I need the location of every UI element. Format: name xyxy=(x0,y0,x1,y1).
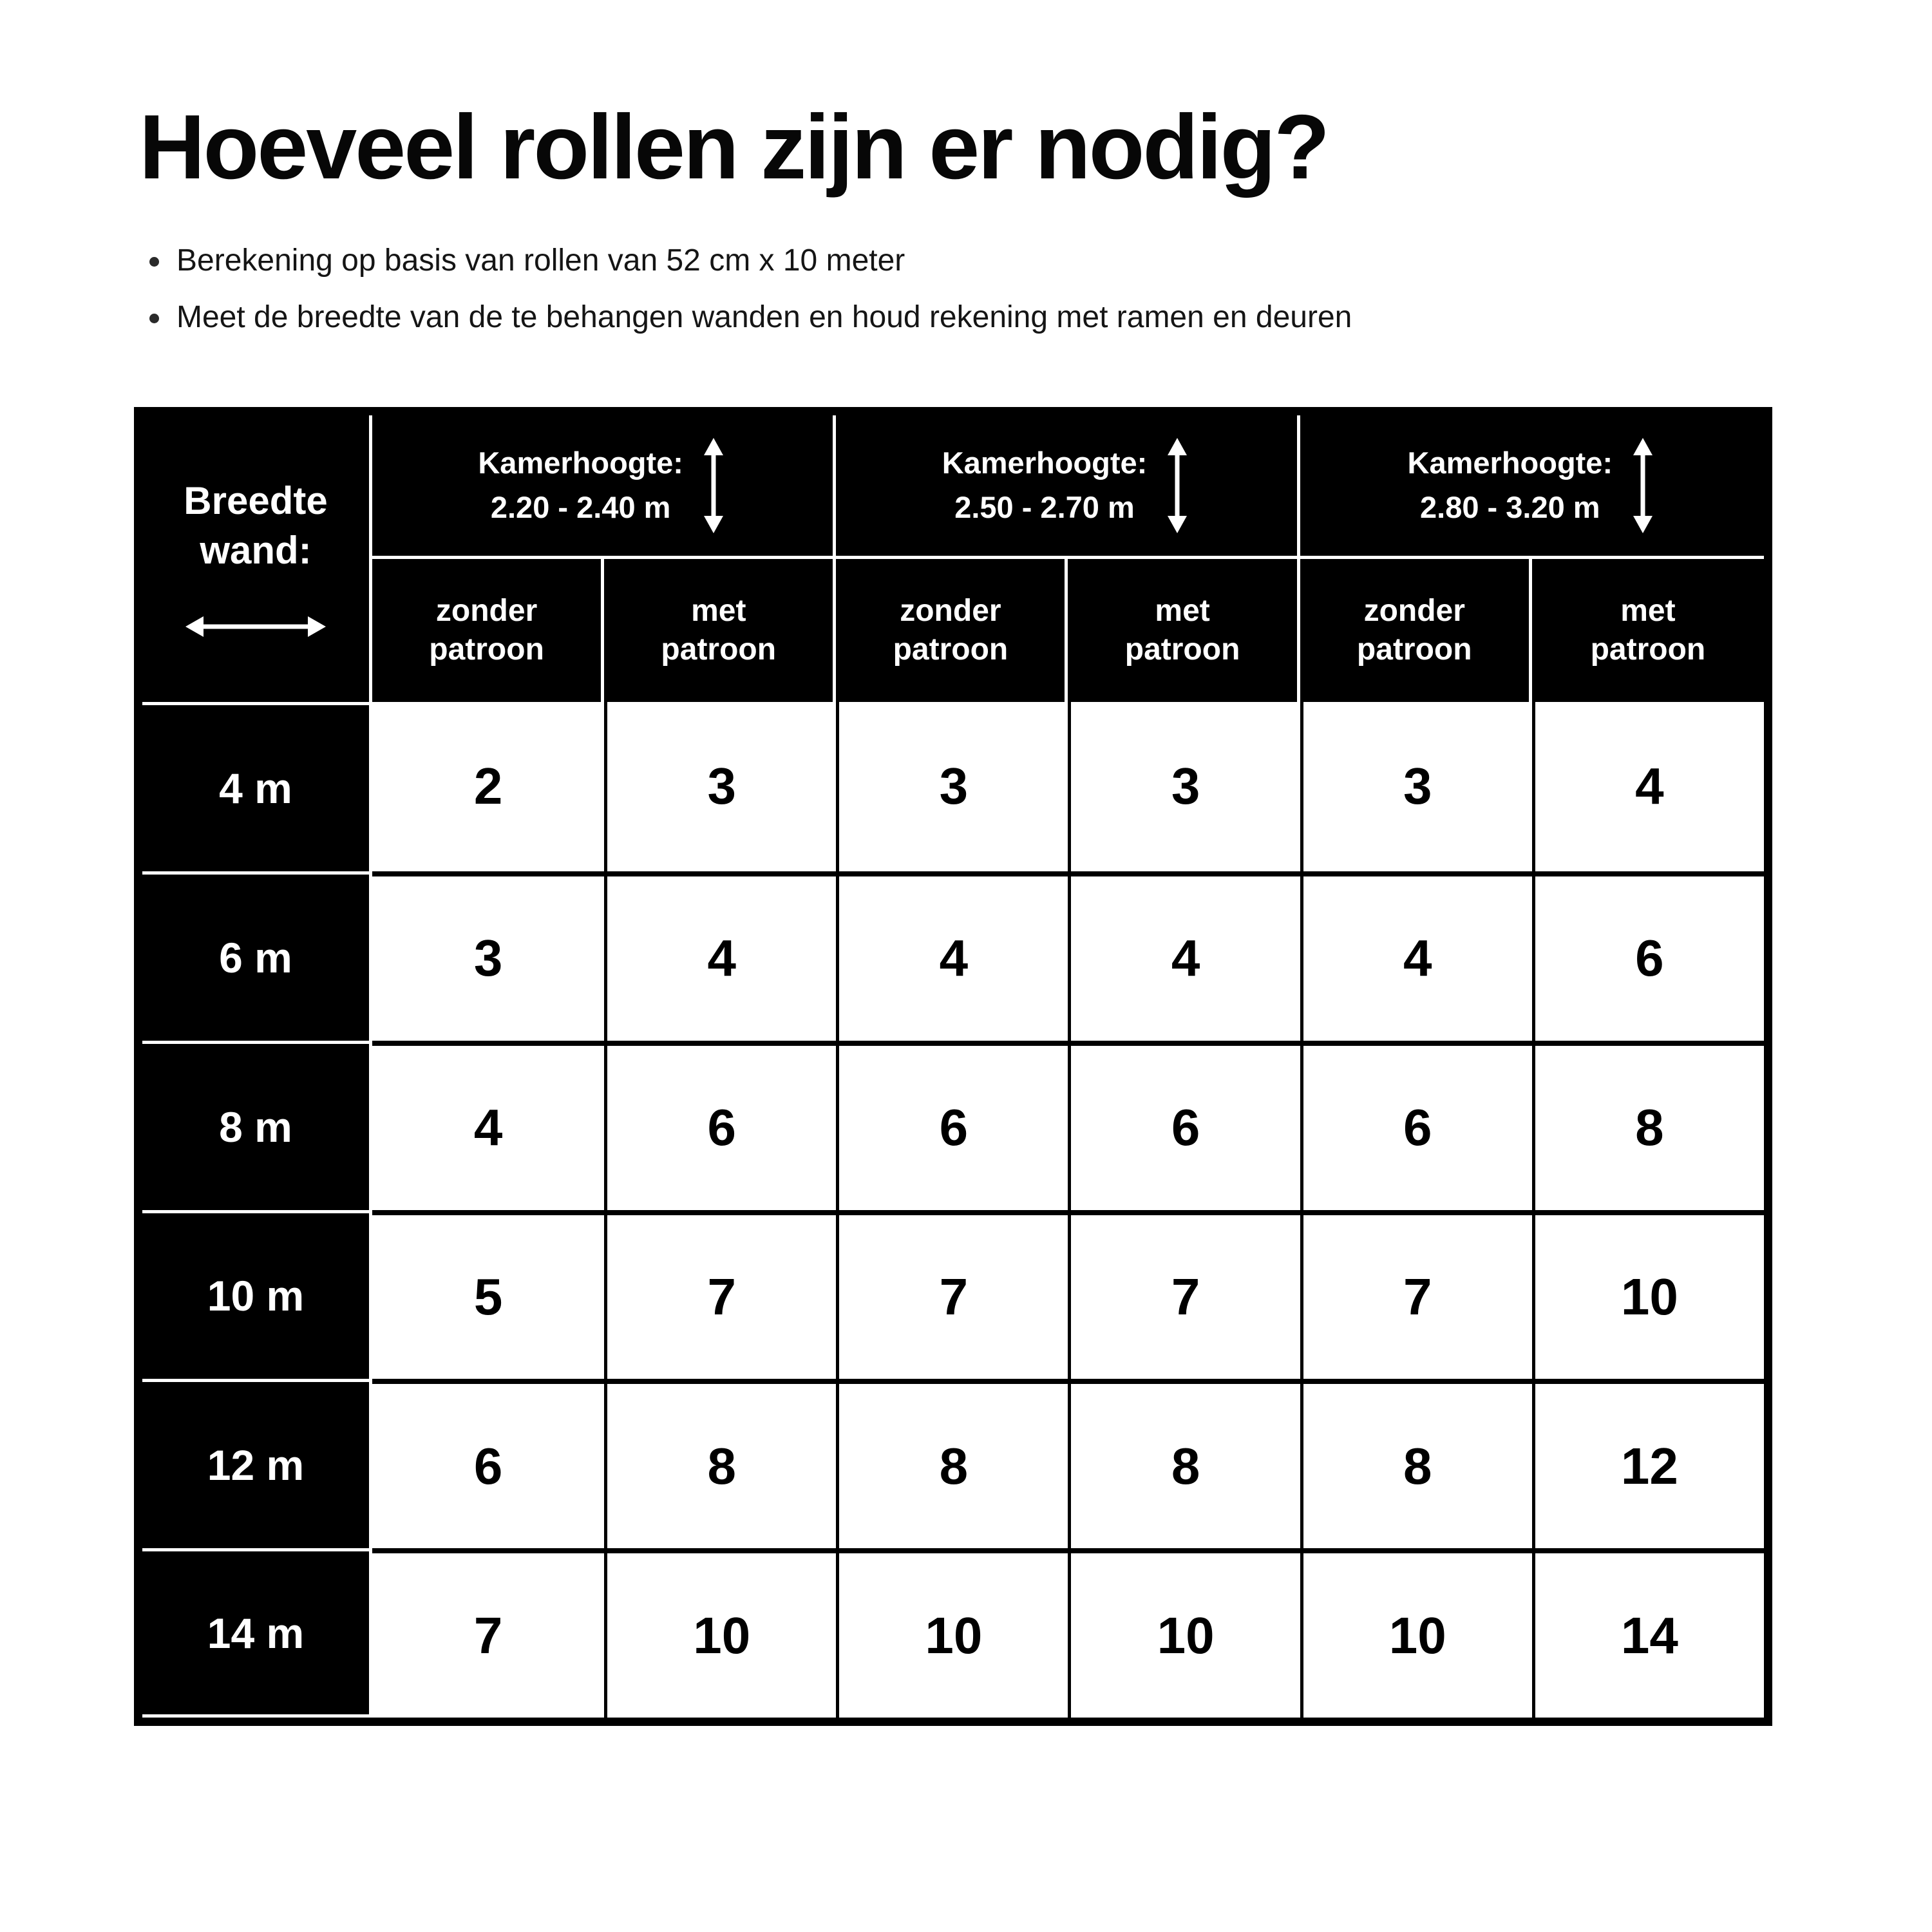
kamerhoogte-label: Kamerhoogte: xyxy=(942,446,1148,480)
corner-label-line2: wand: xyxy=(200,528,312,572)
corner-label xyxy=(184,477,327,576)
value-cell: 7 xyxy=(372,1548,604,1718)
kamerhoogte-label: Kamerhoogte: xyxy=(1407,446,1613,480)
bullet-dot-icon xyxy=(149,314,159,323)
value-cell: 8 xyxy=(604,1379,836,1548)
value-cell: 8 xyxy=(836,1379,1068,1548)
vertical-double-arrow-icon xyxy=(700,438,727,533)
subcolumn-header: zonder patroon xyxy=(1300,559,1532,702)
value-cell: 8 xyxy=(1532,1041,1764,1210)
value-cell: 2 xyxy=(372,702,604,871)
table-corner-header xyxy=(142,415,372,702)
value-cell: 10 xyxy=(1068,1548,1300,1718)
value-cell: 4 xyxy=(1068,871,1300,1041)
value-cell: 7 xyxy=(836,1210,1068,1379)
value-cell: 10 xyxy=(604,1548,836,1718)
value-cell: 3 xyxy=(836,702,1068,871)
roll-table xyxy=(134,407,1772,1726)
vertical-double-arrow-icon xyxy=(1629,438,1656,533)
value-cell: 6 xyxy=(836,1041,1068,1210)
row-header: 14 m xyxy=(142,1548,372,1718)
value-cell: 6 xyxy=(1532,871,1764,1041)
row-header: 6 m xyxy=(142,871,372,1041)
column-group-header-1 xyxy=(372,415,836,559)
value-cell: 4 xyxy=(836,871,1068,1041)
value-cell: 10 xyxy=(1532,1210,1764,1379)
column-group-header-3 xyxy=(1300,415,1764,559)
column-group-label xyxy=(478,441,683,529)
subcolumn-header: zonder patroon xyxy=(836,559,1068,702)
value-cell: 3 xyxy=(1300,702,1532,871)
row-header: 4 m xyxy=(142,702,372,871)
value-cell: 12 xyxy=(1532,1379,1764,1548)
subcolumn-header: met patroon xyxy=(1068,559,1300,702)
value-cell: 7 xyxy=(604,1210,836,1379)
kamerhoogte-label: Kamerhoogte: xyxy=(478,446,683,480)
bullet-list xyxy=(149,242,1352,355)
bullet-item xyxy=(149,299,1352,336)
value-cell: 7 xyxy=(1300,1210,1532,1379)
row-header: 8 m xyxy=(142,1041,372,1210)
value-cell: 3 xyxy=(1068,702,1300,871)
subcolumn-header: met patroon xyxy=(604,559,836,702)
subcolumn-header: zonder patroon xyxy=(372,559,604,702)
bullet-text: Meet de breedte van de te behangen wanden en houd rekening met ramen en deuren xyxy=(176,299,1352,334)
value-cell: 6 xyxy=(604,1041,836,1210)
value-cell: 8 xyxy=(1300,1379,1532,1548)
corner-label-line1: Breedte xyxy=(184,478,328,522)
value-cell: 3 xyxy=(372,871,604,1041)
kamerhoogte-range: 2.80 - 3.20 m xyxy=(1420,490,1600,524)
value-cell: 8 xyxy=(1068,1379,1300,1548)
value-cell: 3 xyxy=(604,702,836,871)
value-cell: 10 xyxy=(836,1548,1068,1718)
value-cell: 5 xyxy=(372,1210,604,1379)
bullet-item xyxy=(149,242,1352,279)
value-cell: 4 xyxy=(1300,871,1532,1041)
value-cell: 6 xyxy=(1300,1041,1532,1210)
value-cell: 6 xyxy=(372,1379,604,1548)
column-group-header-2 xyxy=(836,415,1300,559)
subcolumn-header: met patroon xyxy=(1532,559,1764,702)
page-title: Hoeveel rollen zijn er nodig? xyxy=(139,96,1329,198)
value-cell: 14 xyxy=(1532,1548,1764,1718)
value-cell: 4 xyxy=(372,1041,604,1210)
value-cell: 6 xyxy=(1068,1041,1300,1210)
row-header: 12 m xyxy=(142,1379,372,1548)
vertical-double-arrow-icon xyxy=(1164,438,1191,533)
value-cell: 4 xyxy=(604,871,836,1041)
bullet-text: Berekening op basis van rollen van 52 cm x 10 meter xyxy=(176,243,905,278)
kamerhoogte-range: 2.50 - 2.70 m xyxy=(954,490,1135,524)
value-cell: 4 xyxy=(1532,702,1764,871)
value-cell: 10 xyxy=(1300,1548,1532,1718)
kamerhoogte-range: 2.20 - 2.40 m xyxy=(490,490,671,524)
horizontal-double-arrow-icon xyxy=(185,612,326,641)
column-group-label xyxy=(942,441,1148,529)
row-header: 10 m xyxy=(142,1210,372,1379)
bullet-dot-icon xyxy=(149,257,159,267)
value-cell: 7 xyxy=(1068,1210,1300,1379)
column-group-label xyxy=(1408,441,1613,529)
